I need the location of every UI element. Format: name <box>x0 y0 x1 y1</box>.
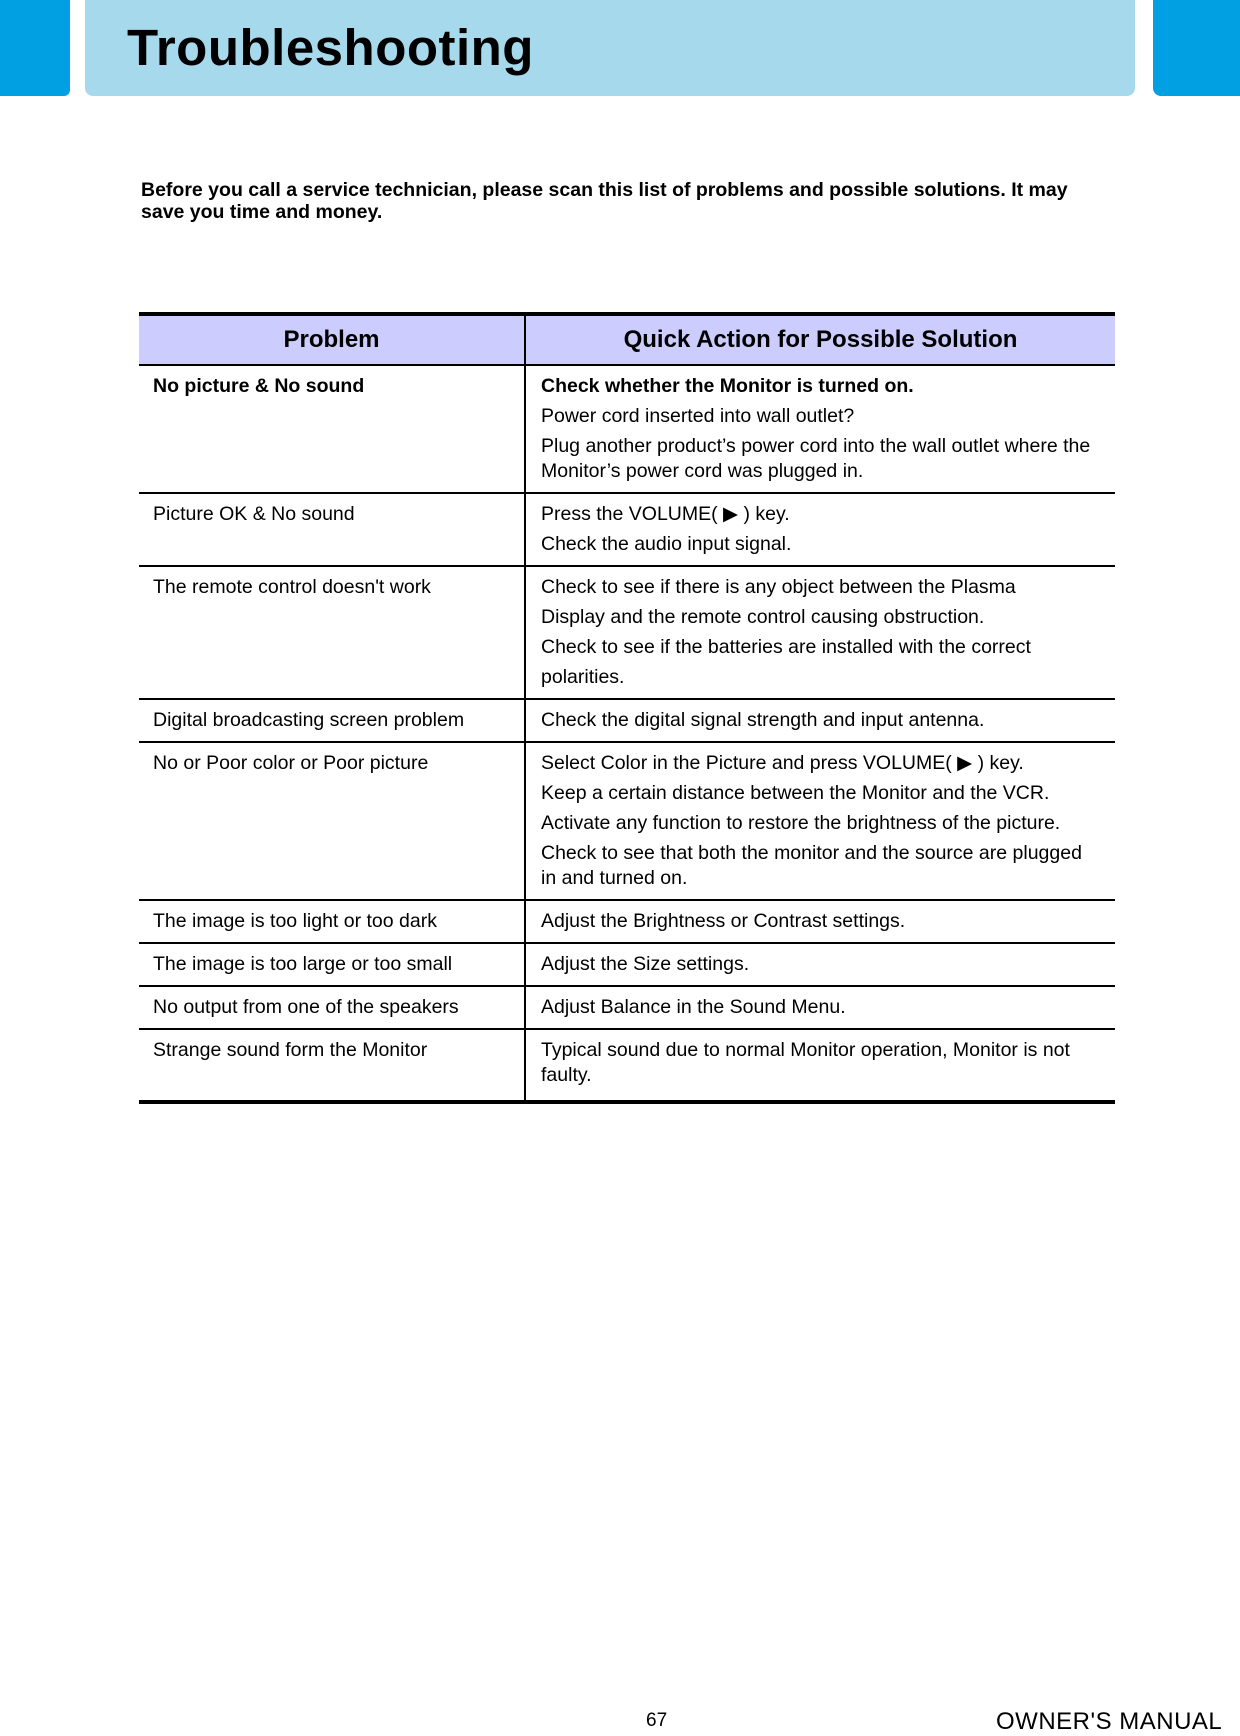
solution-line: Check whether the Monitor is turned on. <box>541 375 914 397</box>
solution-line: Check to see if there is any object between the Plasma <box>541 576 1016 598</box>
troubleshooting-table <box>139 312 1115 1104</box>
solution-line: Adjust the Brightness or Contrast settings. <box>541 910 906 932</box>
solution-line: Select Color in the Picture and press VOLUME( ▶ ) key. <box>541 752 1024 774</box>
page-title: Troubleshooting <box>127 19 534 76</box>
intro-paragraph: Before you call a service technician, please scan this list of problems and possible solutions. It may save you time and money. <box>141 179 1068 223</box>
solution-cell <box>525 742 1115 900</box>
solution-cell <box>525 943 1115 986</box>
table-row <box>139 1029 1115 1102</box>
solution-cell <box>525 365 1115 493</box>
solution-cell <box>525 1029 1115 1102</box>
solution-cell <box>525 566 1115 699</box>
solution-line: Check the digital signal strength and input antenna. <box>541 709 985 731</box>
header-right-block <box>1153 0 1240 96</box>
solution-line: polarities. <box>541 666 625 688</box>
problem-cell: The image is too light or too dark <box>139 900 525 943</box>
table-row <box>139 943 1115 986</box>
problem-cell: Picture OK & No sound <box>139 493 525 566</box>
solution-cell <box>525 986 1115 1029</box>
solution-line: Check the audio input signal. <box>541 533 792 555</box>
problem-cell: Strange sound form the Monitor <box>139 1029 525 1102</box>
solution-line: Check to see if the batteries are installed with the correct <box>541 636 1031 658</box>
page-number: 67 <box>646 1710 668 1731</box>
solution-cell <box>525 699 1115 742</box>
solution-line: Adjust the Size settings. <box>541 953 750 975</box>
solution-line: Press the VOLUME( ▶ ) key. <box>541 503 790 525</box>
solution-line: Power cord inserted into wall outlet? <box>541 405 855 427</box>
column-header-problem: Problem <box>139 314 525 365</box>
solution-line: Activate any function to restore the brightness of the picture. <box>541 812 1061 834</box>
table-row <box>139 365 1115 493</box>
owners-manual-label: OWNER'S MANUAL <box>996 1708 1223 1735</box>
solution-line: Check to see that both the monitor and the source are plugged in and turned on. <box>541 842 1082 889</box>
solution-line: Display and the remote control causing obstruction. <box>541 606 985 628</box>
problem-cell: The remote control doesn't work <box>139 566 525 699</box>
table-row <box>139 986 1115 1029</box>
table-row <box>139 699 1115 742</box>
solution-cell <box>525 900 1115 943</box>
problem-cell: No or Poor color or Poor picture <box>139 742 525 900</box>
problem-cell: The image is too large or too small <box>139 943 525 986</box>
column-header-solution: Quick Action for Possible Solution <box>525 314 1115 365</box>
solution-line: Keep a certain distance between the Monitor and the VCR. <box>541 782 1050 804</box>
solution-cell <box>525 493 1115 566</box>
problem-cell: Digital broadcasting screen problem <box>139 699 525 742</box>
solution-line: Plug another product’s power cord into the wall outlet where the Monitor’s power cord was plugged in. <box>541 435 1091 482</box>
table-row <box>139 566 1115 699</box>
header-left-block <box>0 0 70 96</box>
problem-cell: No output from one of the speakers <box>139 986 525 1029</box>
table-header-row <box>139 314 1115 365</box>
table-row <box>139 742 1115 900</box>
solution-line: Typical sound due to normal Monitor operation, Monitor is not faulty. <box>541 1039 1070 1086</box>
solution-line: Adjust Balance in the Sound Menu. <box>541 996 846 1018</box>
table-row <box>139 900 1115 943</box>
problem-cell: No picture & No sound <box>139 365 525 493</box>
table-row <box>139 493 1115 566</box>
